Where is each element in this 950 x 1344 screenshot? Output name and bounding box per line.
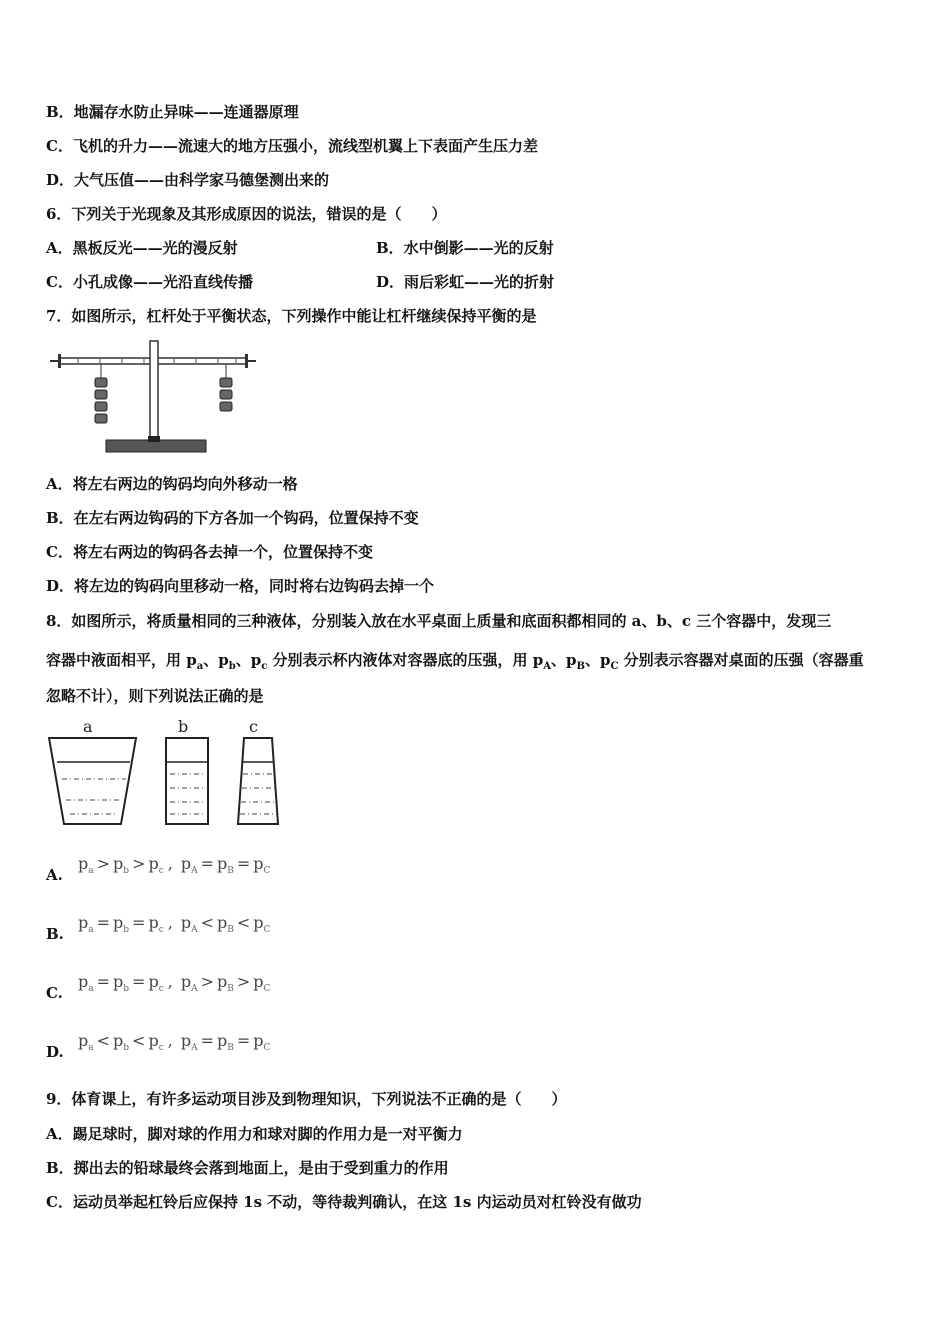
q8-option-d-label: D. <box>46 1043 64 1061</box>
q6-option-b: B．水中倒影——光的反射 <box>376 239 554 257</box>
container-c <box>238 738 278 824</box>
q6-option-a: A．黑板反光——光的漫反射 <box>46 239 238 257</box>
q5-option-d: D．大气压值——由科学家马德堡测出来的 <box>46 171 330 189</box>
container-b <box>166 738 208 824</box>
container-a-label: a <box>83 717 93 736</box>
q8-option-c-formula: $p_a = p_b = p_c$ , $p_A > p_B > p_C$ <box>78 972 271 995</box>
q8-option-b-formula: $p_a = p_b = p_c$ , $p_A < p_B < p_C$ <box>78 913 271 936</box>
container-c-label: c <box>249 717 258 736</box>
q9-stem: 9．体育课上，有许多运动项目涉及到物理知识，下列说法不正确的是（ ） <box>46 1090 567 1108</box>
q8-stem-line3: 忽略不计），则下列说法正确的是 <box>46 687 264 705</box>
q9-option-b: B．掷出去的铅球最终会落到地面上，是由于受到重力的作用 <box>46 1159 449 1177</box>
container-a <box>49 738 136 824</box>
q6-stem: 6．下列关于光现象及其形成原因的说法，错误的是（ ） <box>46 205 447 223</box>
q8-option-a-formula: $p_a > p_b > p_c$ , $p_A = p_B = p_C$ <box>78 854 271 877</box>
q8-option-a-label: A. <box>46 866 63 884</box>
q8-option-d-formula: $p_a < p_b < p_c$ , $p_A = p_B = p_C$ <box>78 1031 271 1054</box>
q9-option-c: C．运动员举起杠铃后应保持 1s 不动，等待裁判确认，在这 1s 内运动员对杠铃没有做功 <box>46 1193 642 1211</box>
lever-stand <box>150 341 158 441</box>
containers-figure <box>46 714 286 830</box>
q7-option-b: B．在左右两边钩码的下方各加一个钩码，位置保持不变 <box>46 509 419 527</box>
q7-stem: 7．如图所示，杠杆处于平衡状态，下列操作中能让杠杆继续保持平衡的是 <box>46 307 537 325</box>
container-b-label: b <box>178 717 189 736</box>
q5-option-b: B．地漏存水防止异味——连通器原理 <box>46 103 299 121</box>
q8-option-c-label: C. <box>46 984 63 1002</box>
q5-option-c: C．飞机的升力——流速大的地方压强小，流线型机翼上下表面产生压力差 <box>46 137 538 155</box>
q9-option-a: A．踢足球时，脚对球的作用力和球对脚的作用力是一对平衡力 <box>46 1125 463 1143</box>
q7-option-d: D．将左边的钩码向里移动一格，同时将右边钩码去掉一个 <box>46 577 435 595</box>
q8-stem-line2: 容器中液面相平，用 $p_a$、$p_b$、$p_c$ 分别表示杯内液体对容器底的压强，用 $p_A$、$p_B$、$p_C$ 分别表示容器对桌面的压强（容器重 <box>46 651 864 672</box>
q6-option-d: D．雨后彩虹——光的折射 <box>376 273 555 291</box>
q6-option-c: C．小孔成像——光沿直线传播 <box>46 273 253 291</box>
q7-option-c: C．将左右两边的钩码各去掉一个，位置保持不变 <box>46 543 373 561</box>
q8-stem-line1: 8．如图所示，将质量相同的三种液体，分别装入放在水平桌面上质量和底面积都相同的 a、b、c 三个容器中，发现三 <box>46 612 832 630</box>
q7-option-a: A．将左右两边的钩码均向外移动一格 <box>46 475 298 493</box>
q8-option-b-label: B. <box>46 925 64 943</box>
lever-figure <box>46 336 260 460</box>
